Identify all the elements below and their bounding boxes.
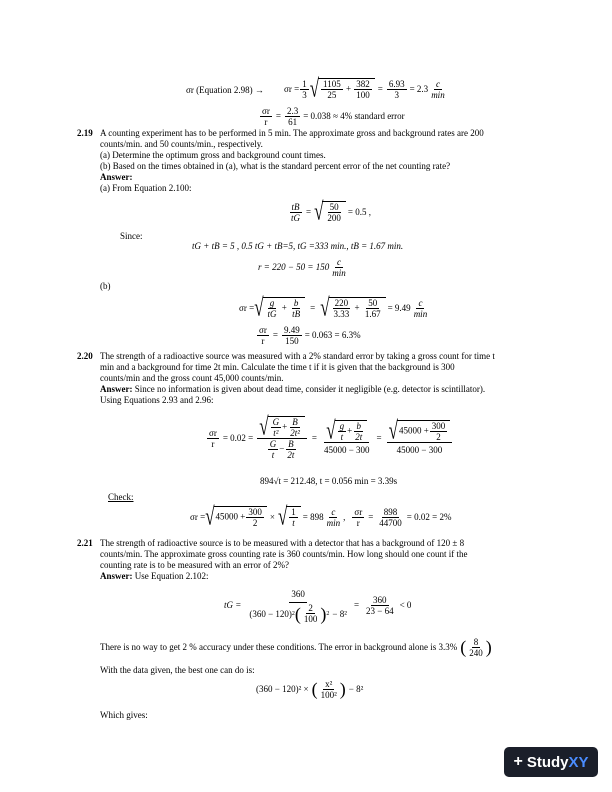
fraction <box>387 79 407 100</box>
answer-label: Answer: <box>100 172 133 182</box>
using-text: Using Equations 2.93 and 2.96: <box>100 395 214 405</box>
term: 45000 + <box>215 511 246 522</box>
unit-fraction <box>412 298 430 319</box>
sigma-symbol: σr = <box>190 512 206 522</box>
result: = 9.49 <box>387 303 411 313</box>
fraction <box>207 428 219 449</box>
numerator: 1 <box>291 507 296 517</box>
fraction <box>300 79 309 100</box>
numerator: 8 <box>473 637 479 647</box>
radicand <box>397 420 450 442</box>
denominator: tG <box>267 309 277 319</box>
numerator: 220 <box>334 298 349 308</box>
comma: , <box>343 512 346 522</box>
denominator: 3.33 <box>333 309 350 319</box>
plus: + <box>347 425 353 436</box>
unit-fraction <box>429 79 447 100</box>
denominator: 100² <box>320 689 337 700</box>
equals: = <box>353 600 360 610</box>
check-label: Check: <box>108 492 134 502</box>
numerator: tB <box>291 201 300 212</box>
term: 45000 + <box>398 425 429 436</box>
term: − 8² <box>332 608 347 619</box>
numerator: σr <box>209 427 217 438</box>
problem-text: (a) Determine the optimum gross and background count times. <box>100 150 326 160</box>
ratio-b-equation <box>256 323 361 347</box>
numerator: B <box>288 439 294 449</box>
answer-label: Answer: <box>100 384 133 394</box>
radical-sign: √ <box>259 412 269 441</box>
radicand <box>335 420 368 442</box>
answer-line <box>100 384 485 395</box>
numerator: 50 <box>368 298 378 308</box>
denominator: 2t² <box>290 428 300 438</box>
fraction <box>288 417 302 438</box>
numerator: 2 <box>308 603 313 613</box>
fraction <box>260 106 272 127</box>
numerator: σr <box>262 105 270 116</box>
numerator: b <box>356 420 361 431</box>
fraction <box>332 298 352 319</box>
term: (360 − 120) <box>249 608 292 619</box>
fraction <box>246 507 264 528</box>
denominator: tG <box>291 212 300 223</box>
answer-text: Since no information is given about dead time, consider it negligible (e.g. detector is scintillator). <box>132 384 486 394</box>
numerator: 300 <box>431 420 446 431</box>
numerator: g <box>269 298 275 308</box>
net-rate: r = 220 − 50 = 150 <box>258 262 330 272</box>
numerator: σr <box>354 506 363 517</box>
tg-label: tG = <box>224 600 242 610</box>
numerator: c <box>331 506 336 517</box>
numerator: σr <box>259 324 267 335</box>
noway-text: There is no way to get 2 % accuracy under these conditions. The error in background alone is 3.3% <box>100 642 458 652</box>
term: (360 − 120)² × <box>256 684 309 694</box>
result: = 0.063 = 6.3% <box>304 330 361 340</box>
equals: = <box>377 84 383 94</box>
problem-text: The strength of radioactive source is to be measured with a detector that has a background of 120 ± 8 <box>100 538 465 548</box>
big-fraction <box>387 415 453 457</box>
numerator: B <box>292 417 298 427</box>
denominator: 3 <box>394 89 399 100</box>
fraction <box>285 106 300 127</box>
equation-line-sigma <box>186 85 264 95</box>
numerator: 1 <box>302 78 307 89</box>
sigma-b-equation <box>239 293 430 323</box>
fraction <box>266 298 279 319</box>
equals: = <box>376 433 382 443</box>
denominator: tB <box>292 309 301 319</box>
since-label: Since: <box>120 231 143 241</box>
term: − 8² <box>348 684 364 694</box>
big-fraction <box>322 415 372 457</box>
radicand <box>322 201 346 223</box>
denominator: t² <box>273 428 279 438</box>
plus-icon: + <box>513 753 523 770</box>
radical-sign: √ <box>277 502 288 531</box>
numerator: 2.3 <box>286 105 299 116</box>
denominator <box>265 439 300 460</box>
part-b-label: (b) <box>100 281 111 291</box>
radicand: $\frac{220}{3.33}$ + $\frac{50}{1.67}$ <box>329 297 386 319</box>
logo-study: Study <box>526 753 569 771</box>
big-fraction <box>257 412 307 460</box>
fraction <box>354 79 372 100</box>
ratio-equation <box>259 104 405 128</box>
radical-sign: √ <box>254 293 264 322</box>
error-equation <box>206 408 453 468</box>
denominator: 100 <box>303 614 318 624</box>
numerator: 360 <box>373 594 387 605</box>
denominator: 150 <box>285 335 299 346</box>
denominator <box>247 603 349 624</box>
radicand: $\frac{1105}{25}$ + $\frac{382}{100}$ <box>318 78 375 100</box>
result: = 2.3 <box>409 84 429 94</box>
numerator: G <box>272 417 280 427</box>
denominator: 2t <box>287 450 295 460</box>
denominator: 1.67 <box>364 309 381 319</box>
best-equation <box>256 675 363 703</box>
denominator: 2t <box>355 431 363 442</box>
fraction <box>467 637 485 658</box>
answer-line <box>100 571 209 582</box>
fraction <box>285 439 296 460</box>
radicand <box>263 297 306 319</box>
equals: = 0.02 = <box>222 433 254 443</box>
numerator: 360 <box>289 586 307 603</box>
fraction <box>257 325 269 346</box>
result: < 0 <box>399 600 412 610</box>
denominator: t <box>271 450 275 460</box>
problem-text: counts/min. The approximate gross counting rate is 360 counts/min. How long should one count if the <box>100 549 468 559</box>
best-text: With the data given, the best one can do is: <box>100 665 255 675</box>
unit-fraction <box>325 506 346 528</box>
sigma-symbol: σr = <box>239 303 255 313</box>
numerator: 898 <box>383 506 398 517</box>
problem-text: counts/min. and 50 counts/min., respectively. <box>100 139 263 149</box>
radical-sign: √ <box>388 415 398 444</box>
solve-equation: 894√t = 212.48, t = 0.056 min = 3.39s <box>260 476 398 486</box>
fraction <box>271 417 282 438</box>
result: = 0.038 ≈ 4% standard error <box>303 111 405 121</box>
fraction <box>352 507 364 528</box>
problem-number: 2.21 <box>77 538 93 548</box>
fraction <box>290 298 302 319</box>
which-text: Which gives: <box>100 710 148 720</box>
numerator <box>257 412 307 441</box>
equals: = <box>311 433 317 443</box>
fraction <box>302 603 320 624</box>
logo-xy: XY <box>568 753 589 771</box>
radicand <box>268 416 305 438</box>
net-rate-equation <box>258 255 349 279</box>
paren: ( <box>460 637 467 657</box>
plus: + <box>282 421 288 432</box>
denominator: min <box>332 267 346 278</box>
studyxy-logo <box>504 747 598 777</box>
radicand <box>214 506 267 528</box>
numerator: g <box>339 420 345 431</box>
denominator: min <box>326 517 341 528</box>
denominator: r <box>261 335 265 346</box>
radical-sign: √ <box>320 293 330 322</box>
problem-number: 2.20 <box>77 351 93 361</box>
fraction <box>319 679 339 700</box>
radicand <box>286 506 301 528</box>
equals: = <box>310 303 316 313</box>
big-fraction <box>247 586 349 624</box>
fraction <box>268 439 279 460</box>
denominator: min <box>413 308 428 319</box>
numerator: c <box>435 78 440 89</box>
noway-line <box>100 637 492 658</box>
problem-text: The strength of a radioactive source was measured with a 2% standard error by taking a gross count for time t <box>100 351 495 361</box>
paren: ) <box>485 637 492 657</box>
fraction <box>289 202 302 223</box>
denominator: 3 <box>302 89 307 100</box>
problem-text: A counting experiment has to be performed in 5 min. The approximate gross and background rates are 200 <box>100 128 484 138</box>
fraction <box>282 325 302 346</box>
numerator: x² <box>325 678 333 689</box>
radical-sign: √ <box>205 502 215 531</box>
answer-label: Answer: <box>100 571 133 581</box>
since-equation: tG + tB = 5 , 0.5 tG + tB=5, tG =333 min., tB = 1.67 min. <box>192 241 404 251</box>
problem-text: (b) Based on the times obtained in (a), what is the standard percent error of the net counting rate? <box>100 161 451 171</box>
denominator: r <box>264 116 268 127</box>
problem-number: 2.19 <box>77 128 93 138</box>
result: = 898 <box>302 512 324 522</box>
tg-equation <box>224 580 411 630</box>
denominator: t <box>340 431 344 442</box>
unit-fraction <box>330 257 348 278</box>
denominator: r <box>211 438 215 449</box>
paren: ) <box>320 603 327 624</box>
denominator: 44700 <box>379 517 402 528</box>
problem-text: counting rate is to be measured with an error of 2%? <box>100 560 289 570</box>
numerator: 300 <box>248 507 262 517</box>
times: × <box>269 512 275 522</box>
fraction <box>364 595 396 616</box>
numerator: c <box>418 297 423 308</box>
equals: = <box>272 330 278 340</box>
exponent: 2 <box>291 610 295 617</box>
numerator: 382 <box>356 79 370 89</box>
numerator: 1105 <box>323 79 341 89</box>
numerator: 9.49 <box>283 324 300 335</box>
plus: + <box>281 302 287 313</box>
fraction <box>289 507 298 528</box>
equals: = <box>306 207 312 217</box>
numerator: 50 <box>329 202 339 212</box>
numerator: c <box>336 256 341 267</box>
fraction <box>377 507 404 528</box>
numerator <box>387 415 453 444</box>
numerator: 6.93 <box>388 78 405 89</box>
fraction <box>321 79 343 100</box>
radical-sign: √ <box>309 74 320 103</box>
denominator: 23 − 64 <box>366 605 394 616</box>
minus: − <box>279 443 285 454</box>
time-ratio-equation <box>288 197 371 227</box>
denominator: 45000 − 300 <box>396 444 443 455</box>
denominator: 25 <box>327 90 337 100</box>
numerator: G <box>269 439 277 449</box>
fraction <box>325 202 343 223</box>
denominator: 61 <box>288 116 298 127</box>
denominator: 2 <box>252 518 258 528</box>
fraction <box>353 421 364 442</box>
paren: ( <box>294 603 301 624</box>
sigma-equation <box>284 74 448 104</box>
paren: ( <box>311 678 318 699</box>
equals: = <box>368 512 374 522</box>
numerator: b <box>293 298 299 308</box>
problem-text: counts/min and the gross count 45,000 counts/min. <box>100 373 284 383</box>
result: = 0.02 = 2% <box>406 512 452 522</box>
answer-text: Use Equation 2.102: <box>132 571 209 581</box>
check-equation <box>190 500 451 534</box>
denominator: min <box>431 89 445 100</box>
numerator <box>324 415 369 444</box>
denominator: 45000 − 300 <box>323 444 370 455</box>
fraction <box>338 421 347 442</box>
denominator: 200 <box>327 213 341 223</box>
denominator: 240 <box>469 648 483 658</box>
radical-sign: √ <box>326 415 336 444</box>
answer-text: (a) From Equation 2.100: <box>100 183 192 193</box>
denominator: 100 <box>356 90 370 100</box>
denominator: r <box>356 517 360 528</box>
equation-label: σr (Equation 2.98) → <box>186 85 264 95</box>
result: = 0.5 , <box>347 207 371 217</box>
denominator: 2 <box>436 431 441 442</box>
denominator: t <box>292 518 295 528</box>
fraction <box>430 421 448 442</box>
equals: = <box>275 111 281 121</box>
paren: ) <box>339 678 346 699</box>
fraction <box>363 298 383 319</box>
radical-sign: √ <box>314 197 324 226</box>
sigma-symbol: σr = <box>284 84 300 94</box>
problem-text: min and a background for time 2t min. Calculate the time t if it is given that the background is 300 <box>100 362 455 372</box>
exponent: 2 <box>326 610 330 617</box>
